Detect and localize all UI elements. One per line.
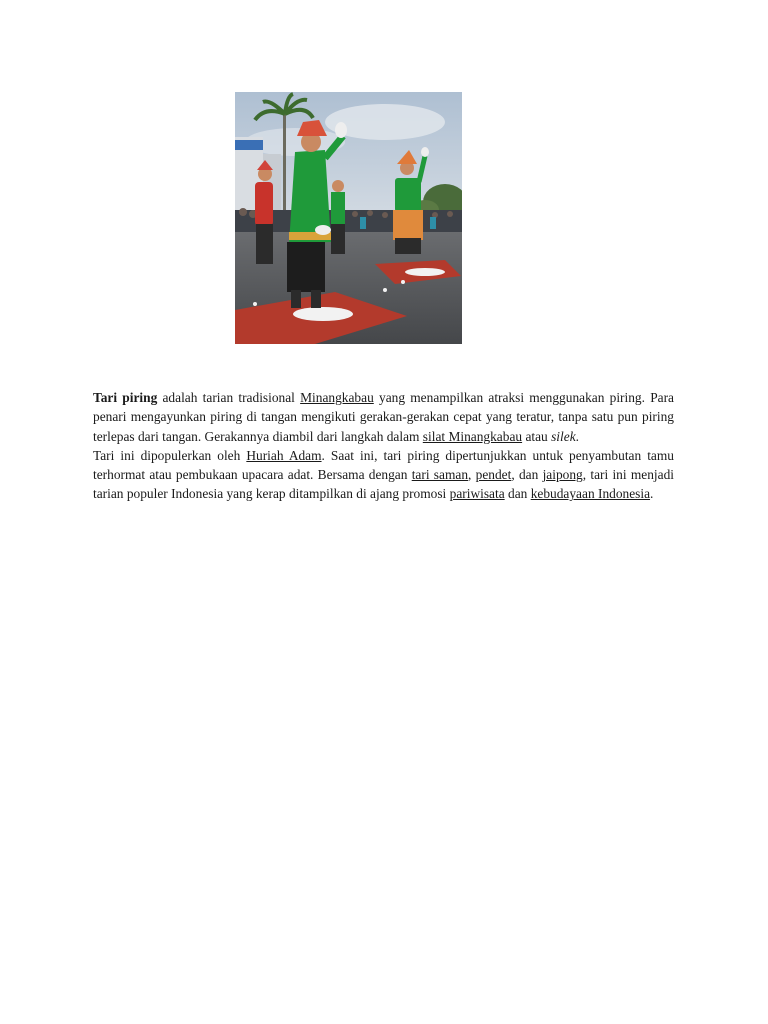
link-pendet[interactable]: pendet — [475, 467, 512, 483]
link-minangkabau[interactable]: Minangkabau — [300, 390, 374, 405]
paragraph-1 — [93, 388, 674, 446]
link-silat-minangkabau[interactable]: silat Minangkabau — [422, 428, 523, 444]
article-text — [93, 388, 674, 504]
text-span: atau — [522, 428, 552, 444]
link-jaipong[interactable]: jaipong — [542, 467, 583, 483]
tari-piring-photo — [235, 92, 462, 344]
link-tari-saman[interactable]: tari saman — [411, 467, 469, 483]
text-span: yang menampilkan atraksi menggunakan piring. Para penari mengayunkan piring di tangan mengikuti gerakan-gerakan cepat yang teratur, tanpa satu pun piring terlepas dari tangan. Gerakannya diambil dari langkah dalam — [93, 390, 674, 444]
term-silek: silek — [551, 428, 576, 444]
term-tari-piring: Tari piring — [93, 390, 158, 405]
link-huriah-adam[interactable]: Huriah Adam — [246, 447, 322, 463]
text-span: Tari ini dipopulerkan oleh — [93, 447, 247, 463]
text-span: . Saat ini, tari piring dipertunjukkan untuk penyambutan tamu terhormat atau pembukaan upacara adat. Bersama dengan — [93, 447, 674, 483]
text-span: adalah tarian tradisional — [157, 390, 301, 405]
link-kebudayaan-indonesia[interactable]: kebudayaan Indonesia — [530, 486, 651, 502]
link-pariwisata[interactable]: pariwisata — [449, 486, 505, 502]
text-span: , — [468, 467, 476, 483]
text-span: . — [575, 428, 579, 444]
text-span: , tari ini menjadi tarian populer Indonesia yang kerap ditampilkan di ajang promosi — [93, 467, 674, 502]
photo-illustration — [235, 92, 462, 344]
text-span: . — [650, 486, 654, 502]
text-span: , dan — [511, 467, 543, 483]
text-span: dan — [504, 486, 531, 502]
paragraph-2 — [93, 446, 674, 504]
